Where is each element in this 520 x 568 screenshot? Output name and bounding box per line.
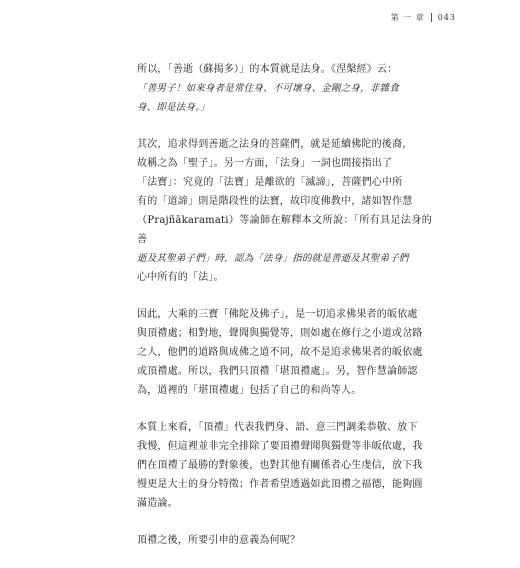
text-line: 所以，「善逝（蘇揭多）」的本質就是法身。《涅槃經》云： bbox=[137, 64, 398, 75]
running-header bbox=[391, 12, 456, 23]
text-line: 或頂禮處。所以，我們只頂禮「堪頂禮處」。另，智作慧論師認 bbox=[137, 366, 418, 377]
text-line: 因此，大乘的三寶「佛陀及佛子」，是一切追求佛果者的皈依處 bbox=[137, 309, 418, 320]
text-line: 與頂禮處；相對地，聲聞與獨覺等，則如處在修行之小道或岔路 bbox=[137, 328, 423, 339]
text-line: 心中所有的「法」。 bbox=[137, 272, 224, 283]
text-line: 們在頂禮了最勝的對象後，也對其他有關係者心生虔信，放下我 bbox=[137, 460, 423, 471]
text-line: 有的「道諦」則是階段性的法寶，故印度佛教中，諸如智作慧 bbox=[137, 196, 413, 207]
header-divider bbox=[431, 13, 432, 22]
text-line: 之人，他們的道路與成佛之道不同，故不是追求佛果者的皈依處 bbox=[137, 347, 423, 358]
quote-line: 身、即是法身。」 bbox=[137, 102, 210, 113]
text-line: 慢更是大士的身分特徵；作者希望透過如此頂禮之福德，能夠圓 bbox=[137, 479, 423, 490]
paragraph-1 bbox=[137, 60, 432, 117]
text-line: 故稱之為「聖子」。另一方面，「法身」一詞也間接指出了 bbox=[137, 158, 393, 169]
paragraph-4 bbox=[137, 418, 432, 513]
page-number: 043 bbox=[437, 13, 456, 22]
text-line: 其次，追求得到善逝之法身的菩薩們，就是延續佛陀的後裔， bbox=[137, 139, 413, 150]
text-line: 滿造論。 bbox=[137, 498, 178, 509]
quote-line: 「善男子！如來身者是常住身、不可壞身、金剛之身，非雜食 bbox=[137, 83, 399, 94]
paragraph-2 bbox=[137, 135, 432, 287]
text-line: （Prajñākaramati）等論師在解釋本文所說：「所有具足法身的善 bbox=[137, 215, 432, 245]
paragraph-3 bbox=[137, 305, 432, 400]
text-line: 我慢，但這裡並非完全排除了要頂禮聲聞與獨覺等非皈依處，我 bbox=[137, 441, 423, 452]
body-text bbox=[137, 60, 432, 568]
text-line: 「法寶」：究竟的「法寶」是離欲的「滅諦」，菩薩們心中所 bbox=[137, 177, 403, 188]
text-line: 本質上來看，「頂禮」代表我們身、語、意三門調柔恭敬、放下 bbox=[137, 422, 418, 433]
text-line: 頂禮之後，所要引申的意義為何呢？ bbox=[137, 535, 301, 546]
quote-line: 逝及其聖弟子們」時，認為「法身」指的就是善逝及其聖弟子們 bbox=[137, 253, 409, 264]
text-line: 為，道裡的「堪頂禮處」包括了自己的和尚等人。 bbox=[137, 385, 362, 396]
chapter-label: 第 一 章 bbox=[390, 13, 425, 22]
paragraph-5 bbox=[137, 531, 432, 550]
